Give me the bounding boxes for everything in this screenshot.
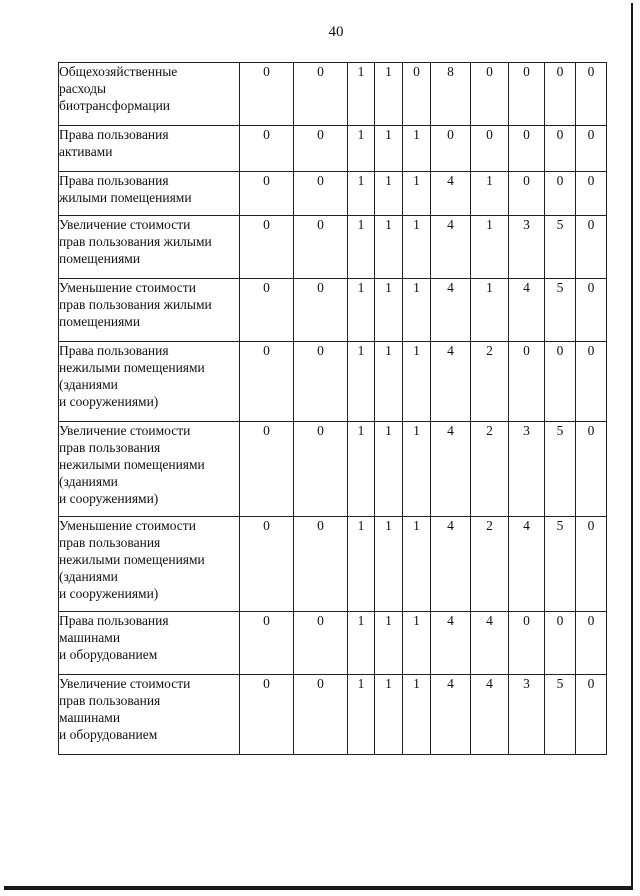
code-digit-cell: 2 [471, 342, 509, 422]
code-digit-cell: 1 [471, 279, 509, 342]
code-digit-cell: 1 [348, 422, 375, 517]
table-row [59, 517, 607, 612]
code-digit-cell: 0 [294, 342, 348, 422]
code-digit-cell: 1 [348, 612, 375, 675]
code-digit-cell: 8 [431, 63, 471, 126]
code-digit-cell: 1 [471, 172, 509, 216]
code-digit-cell: 1 [403, 422, 431, 517]
account-name-cell: Права пользования активами [59, 126, 240, 172]
code-digit-cell: 0 [240, 675, 294, 755]
code-digit-cell: 0 [471, 126, 509, 172]
code-digit-cell: 0 [240, 63, 294, 126]
code-digit-cell: 0 [294, 63, 348, 126]
code-digit-cell: 0 [240, 517, 294, 612]
table-row [59, 342, 607, 422]
code-digit-cell: 0 [240, 279, 294, 342]
code-digit-cell: 1 [403, 517, 431, 612]
code-digit-cell: 2 [471, 422, 509, 517]
code-digit-cell: 0 [471, 63, 509, 126]
table-row [59, 126, 607, 172]
account-name-cell: Уменьшение стоимости прав пользования жилыми помещениями [59, 279, 240, 342]
code-digit-cell: 0 [294, 279, 348, 342]
code-digit-cell: 3 [509, 216, 545, 279]
code-digit-cell: 1 [375, 216, 403, 279]
code-digit-cell: 0 [294, 675, 348, 755]
code-digit-cell: 1 [348, 172, 375, 216]
code-digit-cell: 5 [545, 279, 576, 342]
code-digit-cell: 0 [240, 422, 294, 517]
table-row [59, 422, 607, 517]
code-digit-cell: 0 [576, 612, 607, 675]
code-digit-cell: 1 [403, 172, 431, 216]
table-row [59, 612, 607, 675]
code-digit-cell: 0 [240, 612, 294, 675]
account-name-cell: Увеличение стоимости прав пользования нежилыми помещениями (зданиями и сооружениями) [59, 422, 240, 517]
code-digit-cell: 0 [509, 342, 545, 422]
code-digit-cell: 0 [576, 422, 607, 517]
code-digit-cell: 0 [509, 612, 545, 675]
code-digit-cell: 0 [294, 172, 348, 216]
code-digit-cell: 1 [403, 126, 431, 172]
account-name-cell: Общехозяйственные расходы биотрансформации [59, 63, 240, 126]
code-digit-cell: 0 [545, 126, 576, 172]
code-digit-cell: 0 [294, 126, 348, 172]
code-digit-cell: 4 [431, 517, 471, 612]
code-digit-cell: 1 [348, 279, 375, 342]
code-digit-cell: 0 [576, 172, 607, 216]
code-digit-cell: 0 [576, 63, 607, 126]
code-digit-cell: 0 [294, 422, 348, 517]
code-digit-cell: 0 [294, 517, 348, 612]
table-row [59, 63, 607, 126]
code-digit-cell: 0 [240, 342, 294, 422]
code-digit-cell: 0 [576, 675, 607, 755]
code-digit-cell: 5 [545, 216, 576, 279]
page-number: 40 [328, 24, 344, 40]
code-digit-cell: 0 [576, 517, 607, 612]
code-digit-cell: 5 [545, 422, 576, 517]
code-digit-cell: 1 [375, 517, 403, 612]
code-digit-cell: 0 [240, 216, 294, 279]
classifier-table-body [59, 63, 607, 755]
code-digit-cell: 1 [348, 63, 375, 126]
code-digit-cell: 1 [375, 126, 403, 172]
code-digit-cell: 4 [471, 675, 509, 755]
account-name-cell: Уменьшение стоимости прав пользования нежилыми помещениями (зданиями и сооружениями) [59, 517, 240, 612]
code-digit-cell: 0 [545, 63, 576, 126]
code-digit-cell: 0 [509, 63, 545, 126]
account-name-cell: Увеличение стоимости прав пользования машинами и оборудованием [59, 675, 240, 755]
code-digit-cell: 5 [545, 517, 576, 612]
code-digit-cell: 0 [240, 126, 294, 172]
code-digit-cell: 0 [545, 342, 576, 422]
code-digit-cell: 0 [509, 172, 545, 216]
account-name-cell: Права пользования жилыми помещениями [59, 172, 240, 216]
code-digit-cell: 0 [576, 279, 607, 342]
code-digit-cell: 0 [294, 216, 348, 279]
code-digit-cell: 4 [509, 517, 545, 612]
code-digit-cell: 4 [509, 279, 545, 342]
account-name-cell: Права пользования машинами и оборудованием [59, 612, 240, 675]
code-digit-cell: 1 [375, 612, 403, 675]
table-row [59, 675, 607, 755]
account-name-cell: Права пользования нежилыми помещениями (зданиями и сооружениями) [59, 342, 240, 422]
code-digit-cell: 0 [294, 612, 348, 675]
code-digit-cell: 1 [348, 126, 375, 172]
code-digit-cell: 4 [471, 612, 509, 675]
code-digit-cell: 1 [403, 279, 431, 342]
code-digit-cell: 1 [403, 612, 431, 675]
code-digit-cell: 1 [403, 342, 431, 422]
code-digit-cell: 1 [348, 342, 375, 422]
code-digit-cell: 3 [509, 422, 545, 517]
code-digit-cell: 1 [375, 342, 403, 422]
code-digit-cell: 0 [576, 126, 607, 172]
code-digit-cell: 1 [403, 216, 431, 279]
code-digit-cell: 0 [431, 126, 471, 172]
code-digit-cell: 1 [348, 216, 375, 279]
code-digit-cell: 1 [375, 172, 403, 216]
classifier-table [58, 62, 607, 755]
code-digit-cell: 0 [403, 63, 431, 126]
code-digit-cell: 0 [576, 342, 607, 422]
code-digit-cell: 1 [375, 422, 403, 517]
code-digit-cell: 1 [375, 63, 403, 126]
table-row [59, 172, 607, 216]
code-digit-cell: 1 [375, 279, 403, 342]
code-digit-cell: 4 [431, 422, 471, 517]
table-row [59, 216, 607, 279]
code-digit-cell: 0 [240, 172, 294, 216]
code-digit-cell: 4 [431, 216, 471, 279]
code-digit-cell: 4 [431, 172, 471, 216]
code-digit-cell: 2 [471, 517, 509, 612]
code-digit-cell: 3 [509, 675, 545, 755]
code-digit-cell: 4 [431, 342, 471, 422]
code-digit-cell: 1 [471, 216, 509, 279]
table-row [59, 279, 607, 342]
code-digit-cell: 0 [509, 126, 545, 172]
code-digit-cell: 4 [431, 279, 471, 342]
code-digit-cell: 4 [431, 612, 471, 675]
code-digit-cell: 1 [375, 675, 403, 755]
code-digit-cell: 4 [431, 675, 471, 755]
code-digit-cell: 1 [348, 675, 375, 755]
code-digit-cell: 0 [545, 612, 576, 675]
code-digit-cell: 0 [545, 172, 576, 216]
code-digit-cell: 1 [348, 517, 375, 612]
account-name-cell: Увеличение стоимости прав пользования жилыми помещениями [59, 216, 240, 279]
code-digit-cell: 5 [545, 675, 576, 755]
code-digit-cell: 1 [403, 675, 431, 755]
code-digit-cell: 0 [576, 216, 607, 279]
